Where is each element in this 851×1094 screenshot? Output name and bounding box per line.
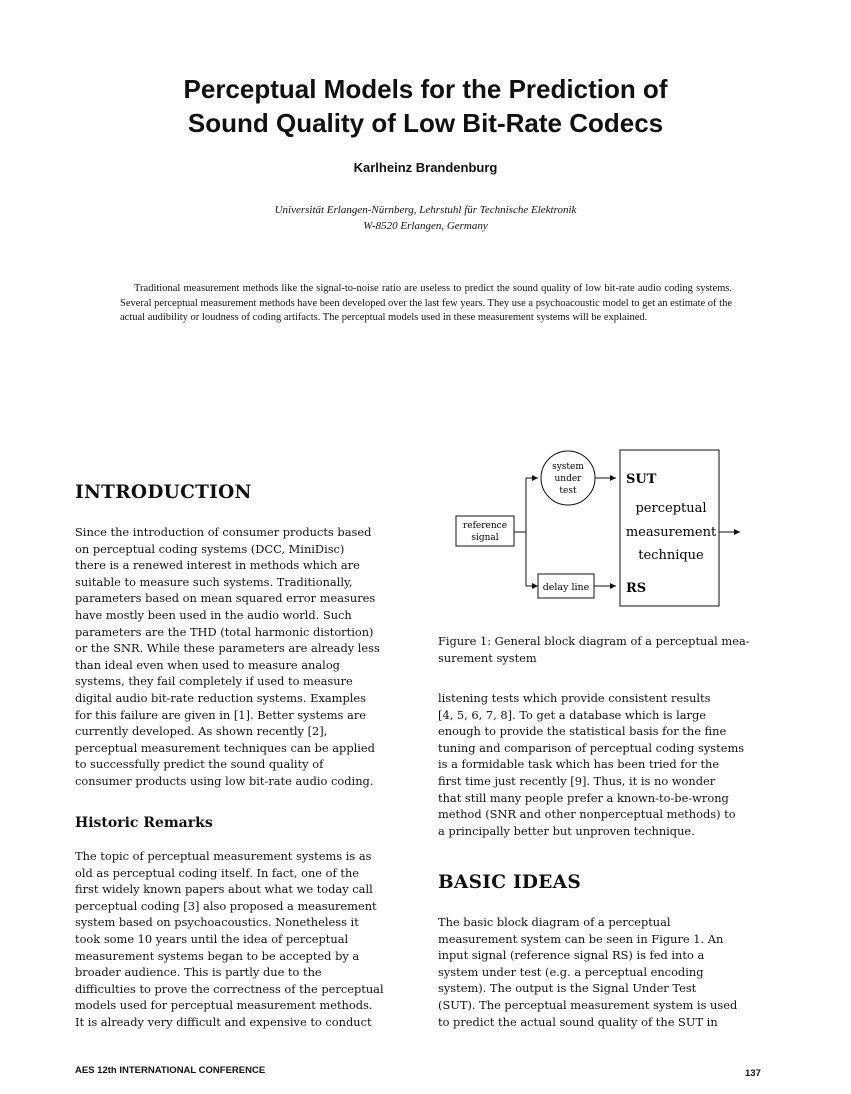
text-line: models used for perceptual measurement methods.	[75, 998, 373, 1013]
basic-ideas-heading: BASIC IDEAS	[438, 872, 581, 893]
block-label-measurement: measurement	[625, 525, 717, 540]
text-line: than ideal even when used to measure analog	[75, 657, 340, 672]
text-line: is a formidable task which has been tried for the	[438, 757, 720, 772]
text-line: (SUT). The perceptual measurement system is used	[438, 997, 738, 1012]
text-line: tuning and comparison of perceptual coding systems	[438, 740, 745, 755]
reference-label-2: signal	[471, 533, 499, 543]
text-line: consumer products using low bit-rate audio coding.	[75, 773, 374, 788]
system-label-1: system	[552, 462, 584, 472]
text-line: system). The output is the Signal Under Test	[438, 981, 697, 996]
text-line: to successfully predict the sound quality of	[75, 757, 324, 772]
text-line: parameters based on mean squared error measures	[75, 591, 376, 606]
text-line: suitable to measure such systems. Traditionally,	[75, 574, 353, 589]
footer-conference: AES 12th INTERNATIONAL CONFERENCE	[75, 1065, 266, 1076]
affiliation-line-1: Universität Erlangen-Nürnberg, Lehrstuhl für Technische Elektronik	[274, 204, 577, 216]
text-line: enough to provide the statistical basis for the fine	[438, 724, 727, 739]
text-line: a principally better but unproven technique.	[438, 823, 695, 838]
title-line-1: Perceptual Models for the Prediction of	[183, 74, 668, 104]
text-line: systems, they fail completely if used to measure	[75, 674, 353, 689]
text-line: measurement system can be seen in Figure 1. An	[438, 931, 724, 946]
text-line: took some 10 years until the idea of perceptual	[75, 931, 349, 946]
figure-1-diagram	[440, 440, 750, 620]
figure-1-caption	[438, 633, 750, 666]
text-line: system under test (e.g. a perceptual encoding	[438, 964, 704, 979]
text-line: digital audio bit-rate reduction systems. Examples	[75, 690, 366, 705]
text-line: Since the introduction of consumer products based	[75, 525, 372, 539]
title-line-2: Sound Quality of Low Bit-Rate Codecs	[187, 108, 664, 138]
text-line: listening tests which provide consistent results	[438, 691, 711, 705]
text-line: The topic of perceptual measurement systems is as	[75, 849, 372, 863]
text-line: parameters are the THD (total harmonic distortion)	[75, 624, 374, 639]
author-name: Karlheinz Brandenburg	[353, 160, 498, 175]
delay-line-label: delay line	[542, 582, 590, 593]
text-line: broader audience. This is partly due to the	[75, 965, 322, 980]
text-line: old as perceptual coding itself. In fact, one of the	[75, 865, 360, 880]
intro-body	[75, 524, 380, 790]
text-line: perceptual coding [3] also proposed a measurement	[75, 898, 377, 913]
text-line: method (SNR and other nonperceptual methods) to	[438, 807, 736, 822]
paper-title	[60, 72, 791, 140]
text-line: first time just recently [9]. Thus, it is no wonder	[438, 773, 716, 788]
page-number: 137	[745, 1068, 761, 1079]
text-line: on perceptual coding systems (DCC, MiniDisc)	[75, 541, 345, 556]
historic-heading: Historic Remarks	[75, 815, 213, 831]
text-line: It is already very difficult and expensive to conduct	[75, 1014, 372, 1029]
block-label-technique: technique	[638, 548, 704, 563]
sut-label: SUT	[626, 472, 657, 487]
historic-body	[75, 848, 384, 1031]
caption-line: surement system	[438, 650, 537, 665]
text-line: measurement systems began to be accepted by a	[75, 948, 360, 963]
text-line: that still many people prefer a known-to-be-wrong	[438, 790, 729, 805]
system-label-3: test	[559, 486, 577, 496]
text-line: first widely known papers about what we today call	[75, 882, 373, 897]
text-line: have mostly been used in the audio world. Such	[75, 607, 352, 622]
text-line: to predict the actual sound quality of the SUT in	[438, 1014, 718, 1029]
abstract: Traditional measurement methods like the signal-to-noise ratio are useless to predict the sound quality of low bit-rate audio coding systems. Several perceptual measurement methods have been developed over the last few years. They use a psychoacoustic model to get an estimate of the actual audibility or loudness of coding artifacts. The perceptual models used in these measurement systems will be explained.	[120, 283, 732, 324]
text-line: perceptual measurement techniques can be applied	[75, 740, 375, 755]
text-line: The basic block diagram of a perceptual	[438, 915, 671, 929]
text-line: for this failure are given in [1]. Better systems are	[75, 707, 367, 722]
intro-heading: INTRODUCTION	[75, 482, 252, 503]
text-line: or the SNR. While these parameters are already less	[75, 641, 380, 656]
caption-line: Figure 1: General block diagram of a perceptual mea-	[438, 634, 750, 648]
text-line: input signal (reference signal RS) is fed into a	[438, 948, 705, 963]
basic-ideas-body	[438, 914, 737, 1030]
right-column-body	[438, 690, 744, 839]
text-line: currently developed. As shown recently [2],	[75, 724, 328, 739]
text-line: [4, 5, 6, 7, 8]. To get a database which is large	[438, 707, 706, 722]
reference-label-1: reference	[462, 521, 508, 531]
text-line: system based on psychoacoustics. Nonetheless it	[75, 915, 359, 930]
block-label-perceptual: perceptual	[635, 501, 707, 516]
affiliation-line-2: W-8520 Erlangen, Germany	[363, 220, 488, 232]
text-line: there is a renewed interest in methods which are	[75, 558, 360, 573]
rs-label: RS	[626, 581, 647, 596]
text-line: difficulties to prove the correctness of the perceptual	[75, 981, 384, 996]
system-label-2: under	[554, 474, 582, 484]
